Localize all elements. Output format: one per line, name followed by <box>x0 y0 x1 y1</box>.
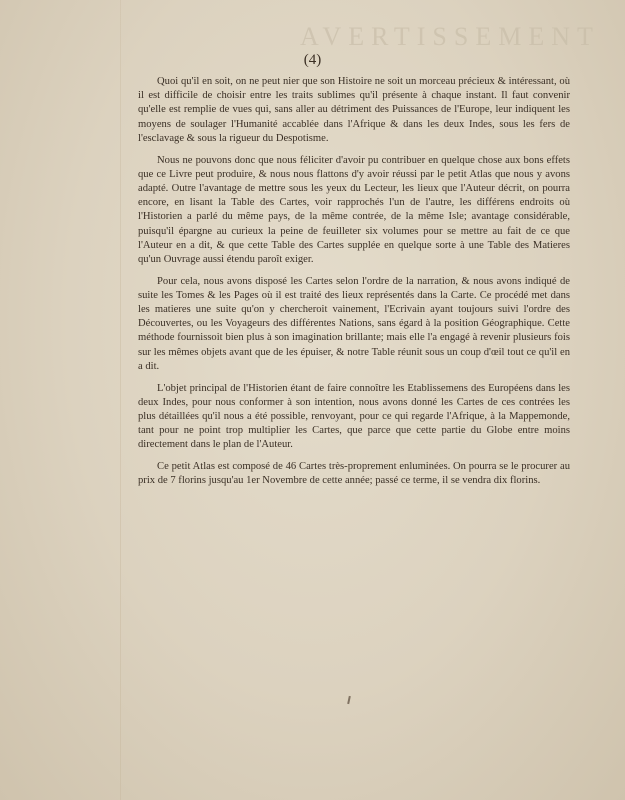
paper-fold <box>120 0 121 800</box>
bleed-through-text: AVERTISSEMENT <box>300 22 600 51</box>
paragraph-4: L'objet principal de l'Historien étant de faire connoître les Etablissemens des Européens dans les deux Indes, pour nous conformer à son intention, nous avons donné les Cartes de ces contrées les plus détaillées qu'il nous a été possible, renvoyant, pour ce qui regarde l'Afrique, à la Mappemonde, tant pour ne point trop multiplier les Cartes, que parce que cette partie du Globe entre moins directement dans le plan de l'Auteur. <box>138 382 570 451</box>
paragraph-2: Nous ne pouvons donc que nous féliciter d'avoir pu contribuer en quelque chose aux bons effets que ce Livre peut produire, & nous nous flattons d'y avoir réussi par le petit Atlas que nous y avons adapté. Outre l'avantage de mettre sous les yeux du Lecteur, les lieux que l'Auteur décrit, on pourra encore, en lisant la Table des Cartes, voir rapprochés l'un de l'autre, les différens endroits où l'Historien a parlé du même pays, de la même contrée, de la même Isle; avantage considérable, puisqu'il épargne au curieux la peine de feuilleter six volumes pour se mettre au fait de ce que l'Auteur en a dit, & que cette Table des Cartes supplée en quelque sorte à une Table des Matieres qu'un Ouvrage aussi étendu paroît exiger. <box>138 154 570 265</box>
ink-mark <box>347 696 351 704</box>
paragraph-5: Ce petit Atlas est composé de 46 Cartes très-proprement enluminées. On pourra se le procurer au prix de 7 florins jusqu'au 1er Novembre de cette année; passé ce terme, il se vendra dix florins. <box>138 461 570 487</box>
paragraph-1: Quoi qu'il en soit, on ne peut nier que son Histoire ne soit un morceau précieux & intéressant, où il est difficile de choisir entre les traits sublimes qu'il présente à chaque instant. Il faut convenir qu'elle est remplie de vues qui, sans aller au détriment des Puissances de l'Europe, leur indiquent les moyens de soulager l'Humanité accablée dans l'Afrique & dans les deux Indes, sous les fers de l'esclavage & sous la rigueur du Despotisme. <box>138 76 570 144</box>
body-text <box>138 75 570 496</box>
page-number: (4) <box>303 52 322 68</box>
paragraph-3: Pour cela, nous avons disposé les Cartes selon l'ordre de la narration, & nous avons indiqué de suite les Tomes & les Pages où il est traité des lieux représentés dans la Carte. Ce procédé met dans les matieres une suite qu'on y chercheroit vainement, l'Ecrivain ayant toujours suivi l'ordre des Découvertes, ou les Voyageurs des différentes Nations, sans égard à la position Géographique. Cette méthode fournissoit bien plus à son imagination brillante; mais elle l'a engagé à revenir plusieurs fois sur les mêmes objets avant que de les épuiser, & notre Table réunit sous un coup d'œil tout ce qu'il en a dit. <box>138 275 570 372</box>
